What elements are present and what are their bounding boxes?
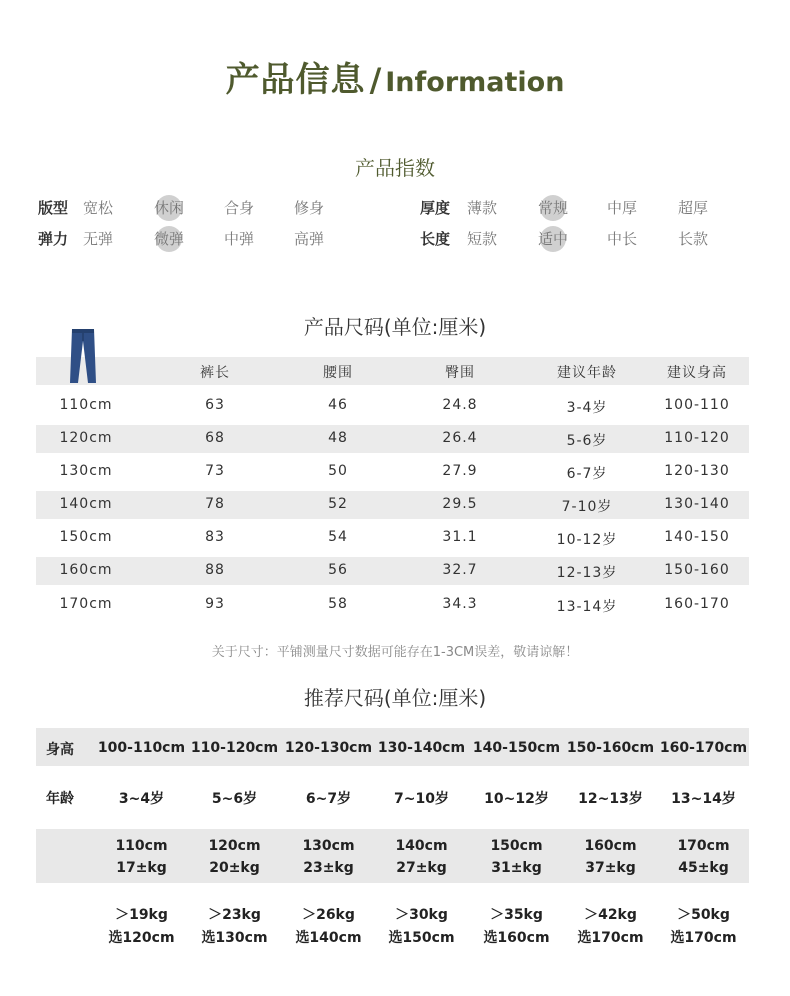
table-row-shade	[36, 491, 749, 519]
size-table-cell: 3-4岁	[566, 400, 608, 416]
index-option: 薄款	[466, 199, 497, 217]
height-label: 身高	[46, 742, 74, 758]
size-table-cell: 32.7	[442, 562, 478, 578]
recommend-title: 推荐尺码(单位:厘米)	[303, 686, 487, 710]
choose-size-cell: 选160cm	[483, 930, 550, 946]
size-table-cell: 73	[205, 463, 225, 479]
size-table-cell: 140-150	[664, 529, 730, 545]
size-table-cell: 120cm	[59, 430, 113, 446]
size-note: 关于尺寸：平铺测量尺寸数据可能存在1-3CM误差，敬请谅解！	[211, 645, 579, 660]
index-option: 无弹	[82, 230, 113, 248]
age-cell: 3~4岁	[118, 791, 165, 807]
size-cell: 110cm	[115, 838, 168, 854]
size-cell: 130cm	[302, 838, 355, 854]
size-table-cell: 12-13岁	[556, 565, 618, 581]
size-table-cell: 52	[328, 496, 348, 512]
choose-size-cell: 选140cm	[295, 930, 362, 946]
size-table-cell: 88	[205, 562, 225, 578]
size-table-title: 产品尺码(单位:厘米)	[303, 315, 487, 339]
size-table-header-cell: 建议身高	[667, 365, 727, 381]
size-table-cell: 29.5	[442, 496, 478, 512]
index-option: 宽松	[82, 199, 113, 217]
index-option: 微弹	[153, 230, 184, 248]
size-table-cell: 26.4	[442, 430, 478, 446]
size-table-cell: 27.9	[442, 463, 478, 479]
size-table-cell: 6-7岁	[566, 466, 608, 482]
size-table-cell: 7-10岁	[561, 499, 613, 515]
height-cell: 110-120cm	[190, 740, 279, 756]
over-weight-cell: ＞50kg	[677, 907, 730, 923]
choose-size-cell: 选130cm	[201, 930, 268, 946]
size-table-header-cell: 腰围	[323, 365, 353, 381]
index-option: 适中	[537, 230, 568, 248]
age-cell: 5~6岁	[211, 791, 258, 807]
size-cell: 140cm	[395, 838, 448, 854]
choose-size-cell: 选120cm	[108, 930, 175, 946]
age-cell: 12~13岁	[578, 791, 643, 807]
size-table-cell: 130cm	[59, 463, 113, 479]
size-table-cell: 31.1	[442, 529, 478, 545]
size-table-cell: 24.8	[442, 397, 478, 413]
age-cell: 13~14岁	[671, 791, 736, 807]
index-option: 合身	[223, 199, 254, 217]
height-cell: 130-140cm	[377, 740, 466, 756]
title-english: Information	[385, 67, 565, 98]
index-option: 中长	[606, 230, 637, 248]
over-weight-cell: ＞30kg	[395, 907, 448, 923]
table-row-shade	[36, 557, 749, 585]
choose-size-cell: 选150cm	[388, 930, 455, 946]
size-table-cell: 78	[205, 496, 225, 512]
size-cell: 160cm	[584, 838, 637, 854]
size-table-cell: 46	[328, 397, 348, 413]
weight-cell: 37±kg	[585, 860, 636, 876]
size-cell: 120cm	[208, 838, 261, 854]
size-table-cell: 150-160	[664, 562, 730, 578]
height-cell: 120-130cm	[284, 740, 373, 756]
size-table-cell: 100-110	[664, 397, 730, 413]
index-option: 中厚	[606, 199, 637, 217]
size-table-cell: 10-12岁	[556, 532, 618, 548]
size-table-header-cell: 建议年龄	[557, 365, 617, 381]
age-cell: 6~7岁	[305, 791, 352, 807]
index-option: 常规	[537, 199, 568, 217]
index-label: 长度	[420, 230, 451, 248]
table-row-shade	[36, 425, 749, 453]
size-table-cell: 110-120	[664, 430, 730, 446]
height-cell: 160-170cm	[659, 740, 748, 756]
size-table-cell: 140cm	[59, 496, 113, 512]
index-option: 修身	[293, 199, 324, 217]
index-option: 高弹	[293, 230, 324, 248]
size-table-cell: 150cm	[59, 529, 113, 545]
index-option: 休闲	[153, 199, 184, 217]
size-table-cell: 63	[205, 397, 225, 413]
weight-cell: 23±kg	[303, 860, 354, 876]
size-table-cell: 48	[328, 430, 348, 446]
size-cell: 170cm	[677, 838, 730, 854]
index-option: 中弹	[223, 230, 254, 248]
size-table-cell: 160cm	[59, 562, 113, 578]
weight-cell: 31±kg	[491, 860, 542, 876]
age-cell: 10~12岁	[484, 791, 549, 807]
size-table-cell: 68	[205, 430, 225, 446]
height-cell: 150-160cm	[566, 740, 655, 756]
over-weight-cell: ＞26kg	[302, 907, 355, 923]
index-label: 弹力	[38, 230, 69, 248]
size-table-header-cell: 裤长	[200, 365, 230, 381]
index-option: 长款	[677, 230, 708, 248]
size-table-cell: 83	[205, 529, 225, 545]
size-table-header-row	[36, 357, 749, 385]
size-table-cell: 120-130	[664, 463, 730, 479]
size-table-cell: 130-140	[664, 496, 730, 512]
choose-size-cell: 选170cm	[670, 930, 737, 946]
weight-cell: 27±kg	[396, 860, 447, 876]
weight-cell: 45±kg	[678, 860, 729, 876]
height-cell: 140-150cm	[472, 740, 561, 756]
index-label: 厚度	[420, 199, 451, 217]
size-table-header-cell: 臀围	[445, 365, 475, 381]
page-title	[0, 52, 790, 101]
over-weight-cell: ＞35kg	[490, 907, 543, 923]
over-weight-cell: ＞19kg	[115, 907, 168, 923]
weight-cell: 17±kg	[116, 860, 167, 876]
size-table-cell: 160-170	[664, 596, 730, 612]
size-table-cell: 58	[328, 596, 348, 612]
size-table-cell: 110cm	[59, 397, 113, 413]
size-table-cell: 170cm	[59, 596, 113, 612]
size-table-cell: 34.3	[442, 596, 478, 612]
age-cell: 7~10岁	[394, 791, 449, 807]
size-table-cell: 13-14岁	[556, 599, 618, 615]
choose-size-cell: 选170cm	[577, 930, 644, 946]
size-table-cell: 56	[328, 562, 348, 578]
size-table-cell: 5-6岁	[566, 433, 608, 449]
title-chinese: 产品信息	[225, 60, 366, 100]
over-weight-cell: ＞23kg	[208, 907, 261, 923]
title-slash: /	[369, 61, 382, 99]
over-weight-cell: ＞42kg	[584, 907, 637, 923]
weight-cell: 20±kg	[209, 860, 260, 876]
index-label: 版型	[38, 199, 69, 217]
size-cell: 150cm	[490, 838, 543, 854]
index-option: 短款	[466, 230, 497, 248]
age-label: 年龄	[46, 791, 74, 807]
size-table-cell: 93	[205, 596, 225, 612]
indices-title: 产品指数	[355, 156, 435, 180]
index-option: 超厚	[677, 199, 708, 217]
size-table-cell: 50	[328, 463, 348, 479]
size-table-cell: 54	[328, 529, 348, 545]
height-cell: 100-110cm	[97, 740, 186, 756]
jeans-icon	[68, 327, 98, 385]
